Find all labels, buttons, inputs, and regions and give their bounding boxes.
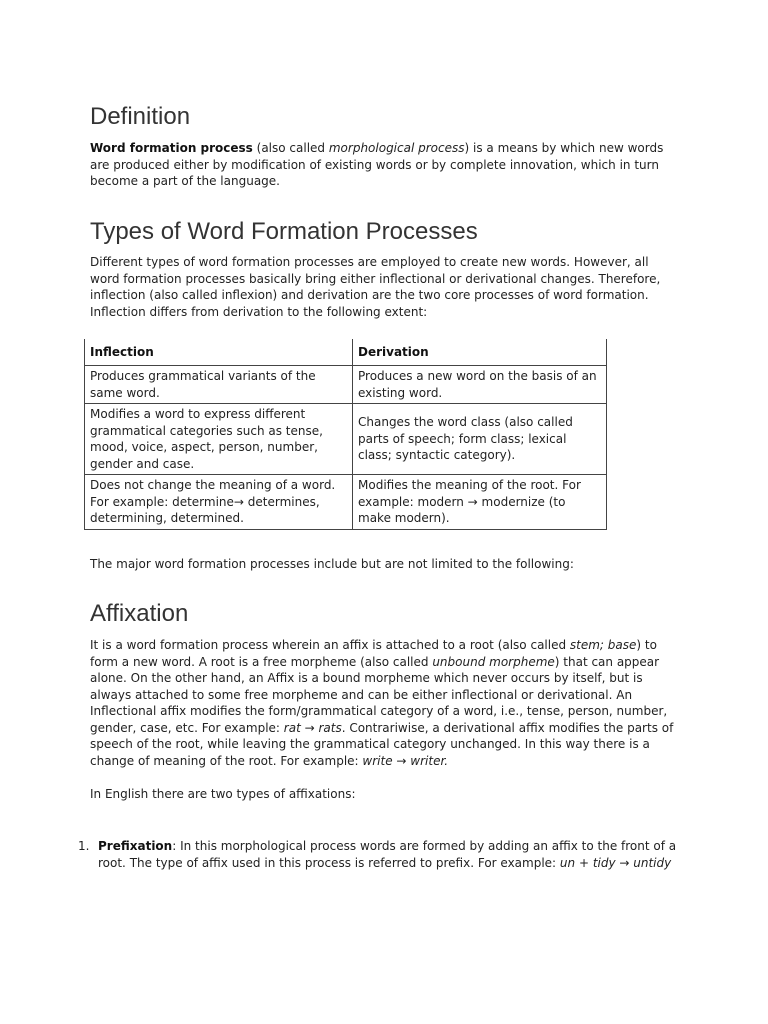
table-cell: Produces grammatical variants of the same word.	[85, 366, 353, 404]
affixation-list	[78, 838, 678, 871]
definition-term: Word formation process	[90, 141, 253, 155]
types-outro: The major word formation processes include but are not limited to the following:	[90, 557, 574, 571]
list-item-body: Prefixation: In this morphological process words are formed by adding an affix to the front of a root. The type of affix used in this process is referred to prefix. For example: un + tidy → untidy	[98, 839, 677, 870]
table-cell: Does not change the meaning of a word. For example: determine→ determines, determining, determined.	[85, 475, 353, 530]
table-row	[85, 366, 607, 404]
affixation-paragraph: It is a word formation process wherein an affix is attached to a root (also called stem; base) to form a new word. A root is a free morpheme (also called unbound morpheme) that can appear alone. On the other hand, an Affix is a bound morpheme which never occurs by itself, but is always attached to some free morpheme and can be either inflectional or derivational. An Inflectional affix modifies the form/grammatical category of a word, i.e., tense, person, number, gender, case, etc. For example: rat → rats. Contrariwise, a derivational affix modifies the parts of speech of the root, while leaving the grammatical category unchanged. In this way there is a change of meaning of the root. For example: write → writer.	[90, 638, 674, 768]
table-cell: Produces a new word on the basis of an existing word.	[353, 366, 607, 404]
table-header-derivation: Derivation	[353, 339, 607, 366]
definition-paragraph: Word formation process (also called morphological process) is a means by which new words are produced either by modification of existing words or by complete innovation, which in turn become a part of the language.	[90, 141, 664, 188]
table-header-row	[85, 339, 607, 366]
table-cell: Modifies the meaning of the root. For example: modern → modernize (to make modern).	[353, 475, 607, 530]
list-item-number: 1.	[78, 839, 90, 853]
list-item-term: Prefixation	[98, 839, 173, 853]
table-row	[85, 475, 607, 530]
list-item	[78, 838, 678, 871]
types-intro: Different types of word formation processes are employed to create new words. However, all word formation processes basically bring either inflectional or derivational changes. Therefore, inflection (also called inflexion) and derivation are the two core processes of word formation. Inflection differs from derivation to the following extent:	[90, 255, 661, 319]
types-heading: Types of Word Formation Processes	[90, 218, 478, 245]
inflection-derivation-table	[84, 339, 607, 530]
table-header-inflection: Inflection	[85, 339, 353, 366]
table-row	[85, 404, 607, 475]
definition-heading: Definition	[90, 103, 191, 130]
affixation-heading: Affixation	[90, 600, 189, 627]
table-cell: Modifies a word to express different grammatical categories such as tense, mood, voice, aspect, person, number, gender and case.	[85, 404, 353, 475]
list-item-example: un + tidy → untidy	[559, 855, 672, 870]
table-cell: Changes the word class (also called parts of speech; form class; lexical class; syntactic category).	[353, 404, 607, 475]
affixation-types-intro: In English there are two types of affixations:	[90, 787, 356, 801]
definition-term-alt: morphological process	[328, 141, 465, 155]
